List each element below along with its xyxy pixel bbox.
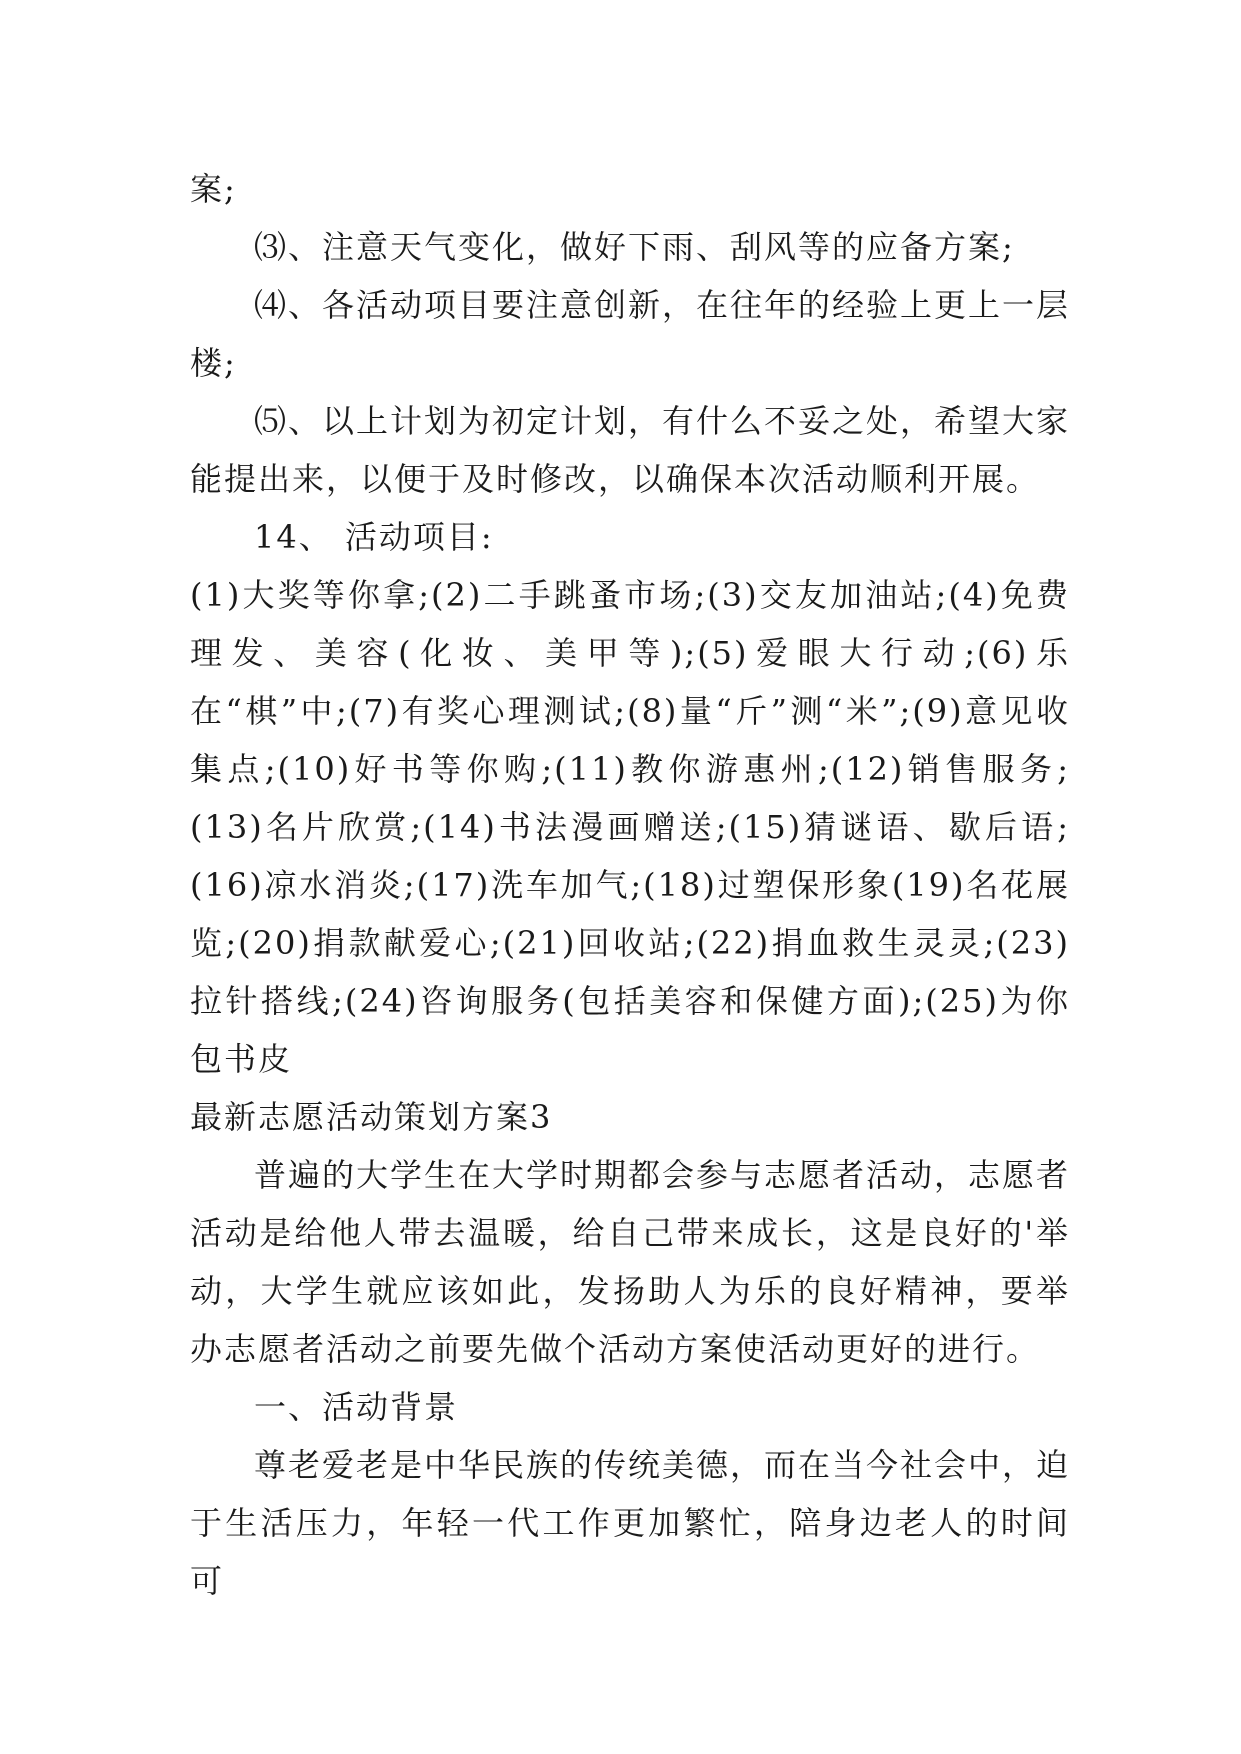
document-body bbox=[190, 160, 1070, 1610]
paragraph-item-5: ⑸、以上计划为初定计划，有什么不妥之处，希望大家能提出来，以便于及时修改，以确保本次活动顺利开展。 bbox=[190, 402, 1071, 498]
paragraph-continuation: 案; bbox=[190, 170, 237, 208]
section-title: 最新志愿活动策划方案3 bbox=[190, 1098, 553, 1136]
paragraph-activity-items-list: (1)大奖等你拿;(2)二手跳蚤市场;(3)交友加油站;(4)免费理发、美容(化妆、美甲等);(5)爱眼大行动;(6)乐在“棋”中;(7)有奖心理测试;(8)量“斤”测“米”;(9)意见收集点;(10)好书等你购;(11)教你游惠州;(12)销售服务;(13)名片欣赏;(14)书法漫画赠送;(15)猜谜语、歇后语;(16)凉水消炎;(17)洗车加气;(18)过塑保形象(19)名花展览;(20)捐款献爱心;(21)回收站;(22)捐血救生灵灵;(23)拉针搭线;(24)咨询服务(包括美容和保健方面);(25)为你包书皮 bbox=[190, 576, 1070, 1078]
paragraph-intro: 普遍的大学生在大学时期都会参与志愿者活动，志愿者活动是给他人带去温暖，给自己带来成长，这是良好的'举动，大学生就应该如此，发扬助人为乐的良好精神，要举办志愿者活动之前要先做个活动方案使活动更好的进行。 bbox=[190, 1156, 1071, 1368]
paragraph-item-3: ⑶、注意天气变化，做好下雨、刮风等的应备方案; bbox=[254, 228, 1015, 266]
paragraph-activity-items-heading: 14、 活动项目: bbox=[254, 518, 494, 556]
paragraph-background-heading: 一、活动背景 bbox=[254, 1388, 459, 1426]
paragraph-background-text: 尊老爱老是中华民族的传统美德，而在当今社会中，迫于生活压力，年轻一代工作更加繁忙，陪身边老人的时间可 bbox=[190, 1446, 1071, 1600]
paragraph-item-4: ⑷、各活动项目要注意创新，在往年的经验上更上一层楼; bbox=[190, 286, 1071, 382]
